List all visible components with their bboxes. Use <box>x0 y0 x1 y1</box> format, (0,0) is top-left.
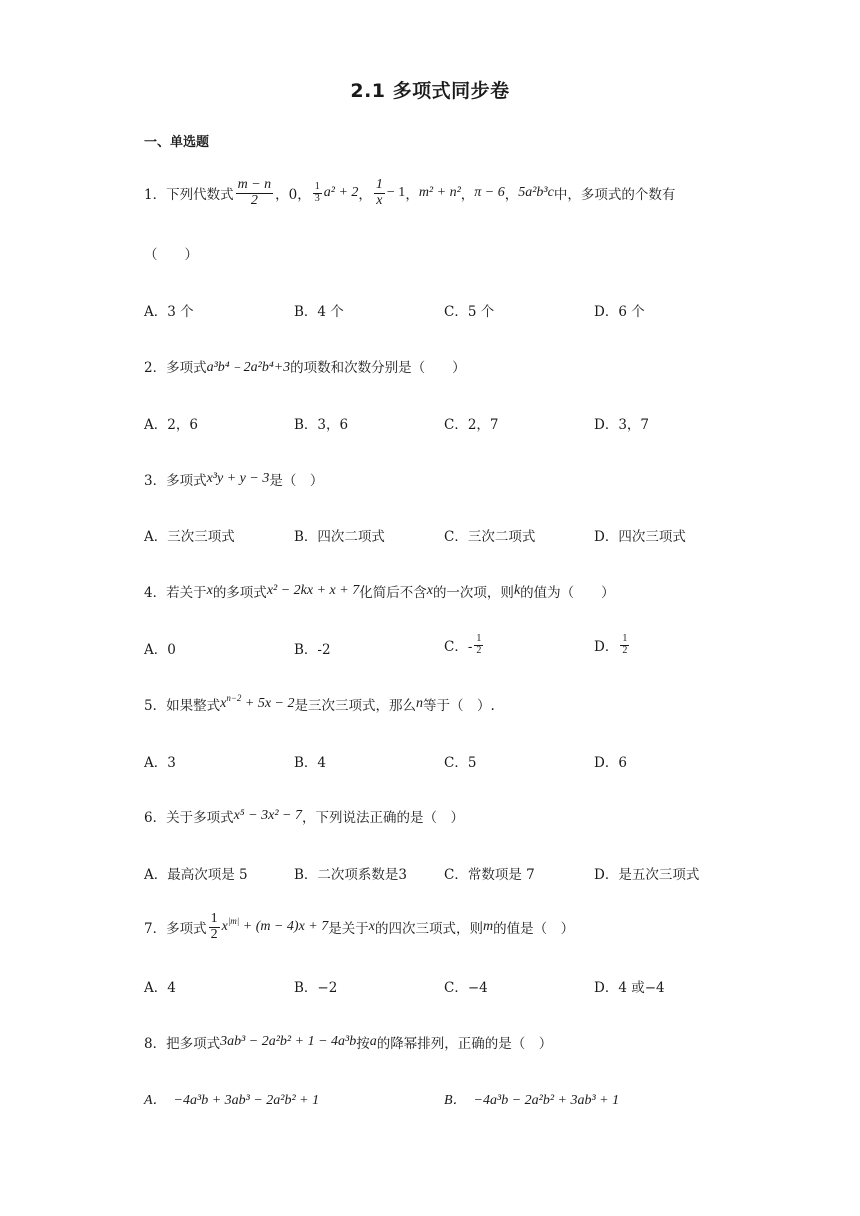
expr-5a2b3c: 5a²b³c <box>518 185 554 201</box>
option-b[interactable]: B．4 <box>294 755 327 771</box>
option-b[interactable]: B．3，6 <box>294 417 349 433</box>
option-a[interactable]: A． −4a³b + 3ab³ − 2a²b² + 1 <box>144 1093 320 1108</box>
option-c[interactable]: C．2，7 <box>444 417 499 433</box>
question-2: 2．多项式 a³b⁴﹣2a²b⁴+3 的项数和次数分别是（ ） <box>144 356 466 376</box>
question-6: 6．关于多项式 x⁵ − 3x² − 7 ，下列说法正确的是（ ） <box>144 808 464 826</box>
option-c[interactable]: C．5 <box>444 755 477 771</box>
option-b[interactable]: B．四次二项式 <box>294 529 385 545</box>
fraction-one-half: $\frac{1}{2}$ <box>622 633 628 656</box>
question-1-paren: （ ） <box>144 247 198 263</box>
option-d[interactable]: D．是五次三项式 <box>594 867 700 883</box>
question-1-lead: 1．下列代数式 <box>144 187 234 204</box>
fraction-m-minus-n: $\frac{m - n}{2}$ <box>237 177 272 208</box>
question-7: 7．多项式 $\frac{1}{2}$ $x^{|m|} + (m - 4)x + 7$ 是关于 x 的四次三项式，则 m 的值是（ ） <box>144 911 575 942</box>
question-7-expression: $x^{|m|} + (m - 4)x + 7$ <box>221 916 329 935</box>
option-d[interactable]: D． $\frac{1}{2}$ <box>594 633 628 656</box>
option-c[interactable]: C．- $\frac{1}{2}$ <box>444 633 482 656</box>
option-c[interactable]: C．−4 <box>444 980 488 996</box>
option-c[interactable]: C．三次二项式 <box>444 529 536 545</box>
option-a[interactable]: A．0 <box>144 642 176 658</box>
page-title: 2.1 多项式同步卷 <box>350 80 510 102</box>
fraction-one-third: $\frac{1}{3}$ <box>314 181 320 204</box>
option-d[interactable]: D．3，7 <box>594 417 650 433</box>
question-8: 8．把多项式 3ab³ − 2a²b² + 1 − 4a³b 按 a 的降幂排列，正确的是（ ） <box>144 1034 553 1052</box>
expr-a2-plus-2: a² + 2 <box>323 185 359 201</box>
question-6-expression: x⁵ − 3x² − 7 <box>233 808 302 823</box>
option-d[interactable]: D．6 个 <box>594 304 645 320</box>
option-c[interactable]: C．5 个 <box>444 304 495 320</box>
question-4-expression: x² − 2kx + x + 7 <box>266 583 360 598</box>
fraction-one-half: $\frac{1}{2}$ <box>476 633 482 656</box>
option-b[interactable]: B．-2 <box>294 642 331 658</box>
question-4: 4．若关于 x 的多项式 x² − 2kx + x + 7 化简后不含 x 的一次项，则 k 的值为（ ） <box>144 583 615 601</box>
option-a[interactable]: A．2，6 <box>144 417 198 433</box>
question-2-expression: a³b⁴﹣2a²b⁴+3 <box>206 360 291 375</box>
option-b[interactable]: B．−2 <box>294 980 338 996</box>
option-c[interactable]: C．常数项是 7 <box>444 867 535 883</box>
option-d[interactable]: D．四次三项式 <box>594 529 686 545</box>
option-a[interactable]: A．最高次项是 5 <box>144 867 248 883</box>
question-5-expression: $x^{n-2} + 5x - 2$ <box>220 693 295 711</box>
question-5: 5．如果整式 $x^{n-2} + 5x - 2$ 是三次三项式，那么 n 等于（ ）. <box>144 693 495 714</box>
option-a[interactable]: A．3 <box>144 755 176 771</box>
question-3-expression: x³y + y − 3 <box>206 471 270 486</box>
question-8-expression: 3ab³ − 2a²b² + 1 − 4a³b <box>220 1034 357 1049</box>
question-1: 1．下列代数式 $\frac{m - n}{2}$ ，0， $\frac{1}{3}$ a² + 2 ， $\frac{1}{x}$ − 1 ， m² + n² ， π − 6 ， 5a²b³c 中，多项式的个数有 <box>144 177 676 208</box>
question-3: 3．多项式 x³y + y − 3 是（ ） <box>144 471 324 489</box>
option-b[interactable]: B．二次项系数是3 <box>294 867 408 883</box>
option-a[interactable]: A．4 <box>144 980 176 996</box>
option-a[interactable]: A．三次三项式 <box>144 529 235 545</box>
section-heading: 一、单选题 <box>144 135 210 150</box>
expr-m2-plus-n2: m² + n² <box>418 185 461 201</box>
option-d[interactable]: D．6 <box>594 755 627 771</box>
option-b[interactable]: B．4 个 <box>294 304 344 320</box>
expr-pi-minus-6: π − 6 <box>474 185 505 201</box>
fraction-one-over-x: $\frac{1}{x}$ <box>375 177 383 208</box>
option-d[interactable]: D．4 或−4 <box>594 980 665 996</box>
fraction-one-half: $\frac{1}{2}$ <box>210 911 218 942</box>
option-a[interactable]: A．3 个 <box>144 304 194 320</box>
option-b[interactable]: B． −4a³b − 2a²b² + 3ab³ + 1 <box>444 1093 620 1108</box>
